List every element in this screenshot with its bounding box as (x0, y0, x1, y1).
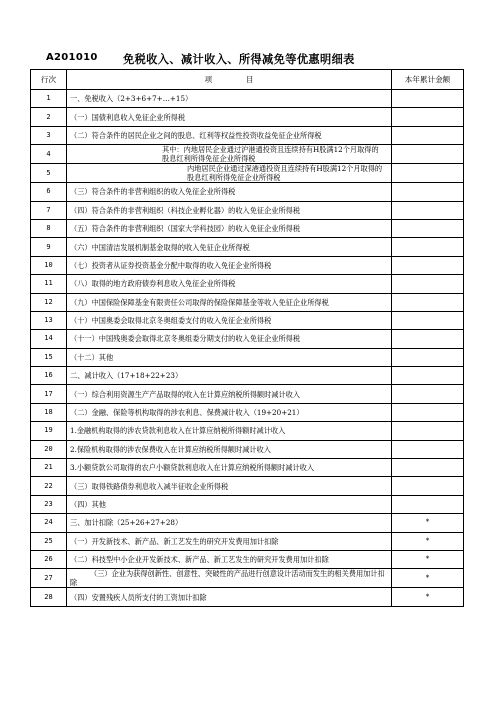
row-number: 1 (31, 90, 67, 108)
row-number: 5 (31, 164, 67, 183)
row-amount[interactable] (392, 403, 464, 421)
column-header-item: 项 目 (67, 70, 392, 90)
row-number: 4 (31, 145, 67, 164)
row-item-text: 1.金融机构取得的涉农贷款利息收入在计算应纳税所得额时减计收入 (67, 422, 392, 440)
row-number: 27 (31, 569, 67, 588)
table-row (31, 514, 464, 532)
table-row (31, 569, 464, 588)
table-row (31, 403, 464, 421)
row-amount[interactable] (392, 348, 464, 366)
row-item-text: （九）中国保险保障基金有限责任公司取得的保险保障基金等收入免征企业所得税 (67, 293, 392, 311)
row-amount[interactable] (392, 145, 464, 164)
row-item-text: （三）企业为获得创新性、创意性、突破性的产品进行创意设计活动而发生的相关费用加计扣除 (67, 569, 392, 588)
row-amount[interactable] (392, 495, 464, 513)
row-amount[interactable] (392, 275, 464, 293)
row-item-text: 3.小额贷款公司取得的农户小额贷款利息收入在计算应纳税所得额时减计收入 (67, 459, 392, 477)
row-amount[interactable]: * (392, 514, 464, 532)
detail-table (30, 69, 464, 607)
row-item-text: （三）符合条件的非营利组织的收入免征企业所得税 (67, 183, 392, 201)
row-amount[interactable] (392, 238, 464, 256)
row-item-text: （四）安置残疾人员所支付的工资加计扣除 (67, 588, 392, 606)
row-item-text: （十）中国奥委会取得北京冬奥组委支付的收入免征企业所得税 (67, 311, 392, 329)
table-body (31, 70, 464, 607)
row-item-text: （三）取得铁路债券利息收入减半征收企业所得税 (67, 477, 392, 495)
row-number: 24 (31, 514, 67, 532)
row-item-text: 2.保险机构取得的涉农保费收入在计算应纳税所得额时减计收入 (67, 440, 392, 458)
table-row (31, 126, 464, 144)
row-amount[interactable]: * (392, 532, 464, 550)
table-row (31, 330, 464, 348)
row-number: 11 (31, 275, 67, 293)
table-row (31, 275, 464, 293)
table-row (31, 293, 464, 311)
row-amount[interactable] (392, 201, 464, 219)
row-number: 6 (31, 183, 67, 201)
table-row (31, 90, 464, 108)
column-header-row-number: 行次 (31, 70, 67, 90)
row-item-text: （一）开发新技术、新产品、新工艺发生的研究开发费用加计扣除 (67, 532, 392, 550)
row-number: 28 (31, 588, 67, 606)
row-amount[interactable] (392, 126, 464, 144)
table-header-row (31, 70, 464, 90)
row-amount[interactable]: * (392, 588, 464, 606)
row-amount[interactable]: * (392, 550, 464, 568)
row-item-text: （四）其他 (67, 495, 392, 513)
row-amount[interactable] (392, 477, 464, 495)
row-amount[interactable] (392, 164, 464, 183)
row-item-text: （二）科技型中小企业开发新技术、新产品、新工艺发生的研究开发费用加计扣除 (67, 550, 392, 568)
row-amount[interactable] (392, 256, 464, 274)
table-row (31, 532, 464, 550)
row-amount[interactable] (392, 440, 464, 458)
row-item-text: 内地居民企业通过深港通投资且连续持有H股满12个月取得的股息红利所得免征企业所得税 (67, 164, 392, 183)
row-item-text: （一）综合利用资源生产产品取得的收入在计算应纳税所得额时减计收入 (67, 385, 392, 403)
row-number: 16 (31, 367, 67, 385)
row-number: 3 (31, 126, 67, 144)
form-title: 免税收入、减计收入、所得减免等优惠明细表 (123, 53, 355, 66)
table-row (31, 440, 464, 458)
row-item-text: （七）投资者从证券投资基金分配中取得的收入免征企业所得税 (67, 256, 392, 274)
row-number: 19 (31, 422, 67, 440)
table-row (31, 201, 464, 219)
row-item-text: （十一）中国残奥委会取得北京冬奥组委分期支付的收入免征企业所得税 (67, 330, 392, 348)
row-number: 14 (31, 330, 67, 348)
row-item-text: 一、免税收入（2+3+6+7+…+15） (67, 90, 392, 108)
row-item-text: （八）取得的地方政府债券利息收入免征企业所得税 (67, 275, 392, 293)
table-row (31, 550, 464, 568)
row-number: 7 (31, 201, 67, 219)
row-number: 23 (31, 495, 67, 513)
row-item-text: 三、加计扣除（25+26+27+28） (67, 514, 392, 532)
table-row (31, 477, 464, 495)
row-amount[interactable] (392, 219, 464, 237)
table-row (31, 588, 464, 606)
table-row (31, 348, 464, 366)
row-number: 18 (31, 403, 67, 421)
row-item-text: （二）金融、保险等机构取得的涉农利息、保费减计收入（19+20+21） (67, 403, 392, 421)
row-number: 2 (31, 108, 67, 126)
row-amount[interactable] (392, 293, 464, 311)
table-row (31, 422, 464, 440)
table-row (31, 183, 464, 201)
row-item-text: （四）符合条件的非营利组织（科技企业孵化器）的收入免征企业所得税 (67, 201, 392, 219)
table-row (31, 238, 464, 256)
row-number: 13 (31, 311, 67, 329)
row-amount[interactable] (392, 90, 464, 108)
row-item-text: （六）中国清洁发展机制基金取得的收入免征企业所得税 (67, 238, 392, 256)
table-row (31, 256, 464, 274)
row-amount[interactable] (392, 183, 464, 201)
table-row (31, 367, 464, 385)
row-number: 21 (31, 459, 67, 477)
row-item-text: 其中：内地居民企业通过沪港通投资且连续持有H股满12个月取得的股息红利所得免征企业所得税 (67, 145, 392, 164)
table-row (31, 145, 464, 164)
form-title-bar (0, 52, 496, 66)
row-amount[interactable] (392, 108, 464, 126)
row-number: 22 (31, 477, 67, 495)
row-number: 8 (31, 219, 67, 237)
table-row (31, 219, 464, 237)
row-item-text: （十二）其他 (67, 348, 392, 366)
row-amount[interactable] (392, 311, 464, 329)
row-item-text: （二）符合条件的居民企业之间的股息、红利等权益性投资收益免征企业所得税 (67, 126, 392, 144)
row-amount[interactable] (392, 330, 464, 348)
column-header-amount: 本年累计金额 (392, 70, 464, 90)
table-row (31, 311, 464, 329)
row-item-text: （一）国债利息收入免征企业所得税 (67, 108, 392, 126)
table-row (31, 459, 464, 477)
table-row (31, 108, 464, 126)
table-row (31, 164, 464, 183)
row-item-text: （五）符合条件的非营利组织（国家大学科技园）的收入免征企业所得税 (67, 219, 392, 237)
row-number: 15 (31, 348, 67, 366)
row-amount[interactable]: * (392, 569, 464, 588)
row-number: 9 (31, 238, 67, 256)
row-number: 17 (31, 385, 67, 403)
row-number: 20 (31, 440, 67, 458)
table-row (31, 495, 464, 513)
row-number: 12 (31, 293, 67, 311)
table-row (31, 385, 464, 403)
row-number: 25 (31, 532, 67, 550)
row-amount[interactable] (392, 367, 464, 385)
row-amount[interactable] (392, 385, 464, 403)
row-item-text: 二、减计收入（17+18+22+23） (67, 367, 392, 385)
row-number: 26 (31, 550, 67, 568)
row-amount[interactable] (392, 422, 464, 440)
row-number: 10 (31, 256, 67, 274)
form-code: A201010 (46, 52, 98, 63)
row-amount[interactable] (392, 459, 464, 477)
